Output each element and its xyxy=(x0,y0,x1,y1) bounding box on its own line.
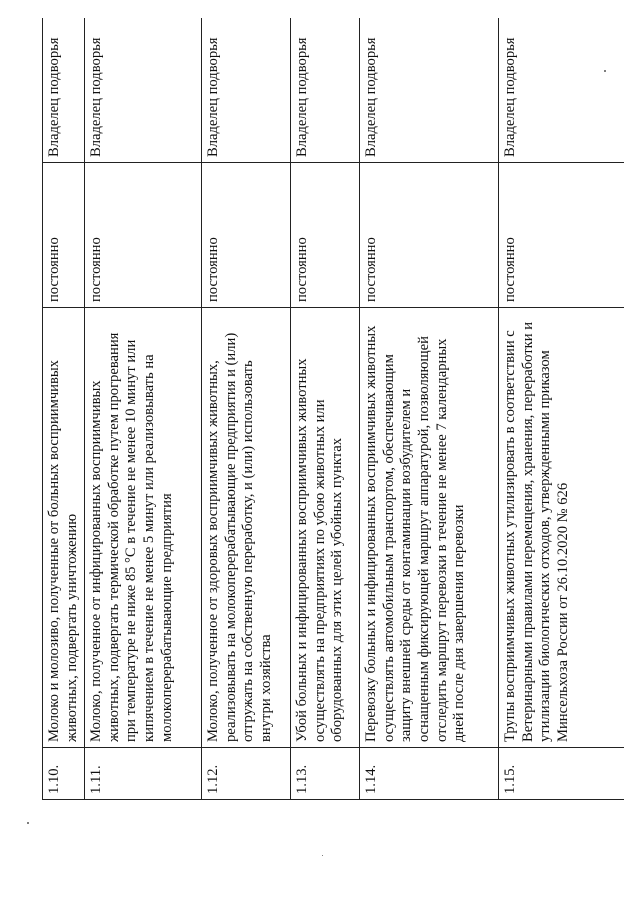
measure-description: Молоко, полученное от инфицированных восприимчивых животных, подвергать термической обработке путем прогревания при температуре не ниже 85 °С в течение не менее 10 минут или кипячением в течение не менее 5 минут или реализовывать на молокоперерабатывающие предприятия xyxy=(85,308,202,748)
measure-description: Молоко и молозиво, полученные от больных восприимчивых животных, подвергать уничтожению xyxy=(43,308,85,748)
row-number: 1.12. xyxy=(202,748,291,800)
table-row xyxy=(43,18,85,800)
row-number: 1.11. xyxy=(85,748,202,800)
measure-responsible: Владелец подворья xyxy=(291,18,360,163)
table-row xyxy=(202,18,291,800)
measure-description: Убой больных и инфицированных восприимчивых животных осуществлять на предприятиях по убою животных или оборудованных для этих целей убойных пунктах xyxy=(291,308,360,748)
scan-speck xyxy=(322,855,323,856)
measure-description: Молоко, полученное от здоровых восприимчивых животных, реализовывать на молокоперерабатывающие предприятия и (или) отгружать на собственную переработку, и (или) использовать внутри хозяйства xyxy=(202,308,291,748)
measures-table xyxy=(42,18,624,800)
measure-responsible: Владелец подворья xyxy=(360,18,499,163)
table-row xyxy=(360,18,499,800)
row-number: 1.15. xyxy=(499,748,624,800)
measure-term: постоянно xyxy=(499,163,624,308)
rotated-table-container xyxy=(42,18,624,800)
row-number: 1.14. xyxy=(360,748,499,800)
measure-description: Трупы восприимчивых животных утилизировать в соответствии с Ветеринарными правилами перемещения, хранения, переработки и утилизации биологических отходов, утвержденными приказом Минсельхоза России от 26.10.2020 № 626 xyxy=(499,308,624,748)
table-row xyxy=(85,18,202,800)
scan-speck xyxy=(27,822,29,824)
row-number: 1.10. xyxy=(43,748,85,800)
measure-description: Перевозку больных и инфицированных восприимчивых животных осуществлять автомобильным транспортом, обеспечивающим защиту внешней среды от контаминации возбудителем и оснащенным фиксирующей маршрут аппаратурой, позволяющей отследить маршрут перевозки в течение не менее 7 календарных дней после дня завершения перевозки xyxy=(360,308,499,748)
measure-term: постоянно xyxy=(43,163,85,308)
measure-term: постоянно xyxy=(85,163,202,308)
table-row xyxy=(291,18,360,800)
table-row xyxy=(499,18,624,800)
measure-term: постоянно xyxy=(291,163,360,308)
measure-responsible: Владелец подворья xyxy=(499,18,624,163)
rotated-table-wrapper xyxy=(42,18,624,800)
measure-responsible: Владелец подворья xyxy=(85,18,202,163)
row-number: 1.13. xyxy=(291,748,360,800)
measure-responsible: Владелец подворья xyxy=(202,18,291,163)
measure-term: постоянно xyxy=(360,163,499,308)
measure-term: постоянно xyxy=(202,163,291,308)
measure-responsible: Владелец подворья xyxy=(43,18,85,163)
